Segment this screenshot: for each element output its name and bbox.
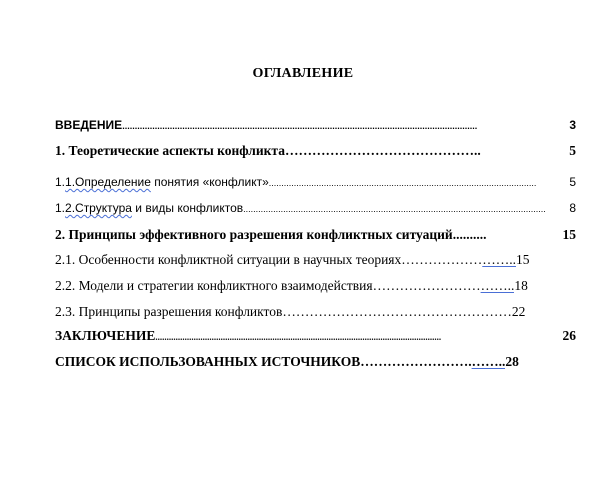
toc-entry-label: ЗАКЛЮЧЕНИЕ bbox=[55, 328, 156, 343]
toc-entry-label: 1.2.Структура и виды конфликтов bbox=[55, 201, 244, 215]
toc-entry-leader: …………………….. bbox=[401, 252, 517, 267]
toc-entry-chapter-2[interactable] bbox=[55, 227, 576, 247]
toc-entry-section-1-2[interactable] bbox=[55, 201, 576, 221]
toc-entry-introduction[interactable] bbox=[55, 118, 576, 138]
toc-entry-page: 3 bbox=[569, 118, 576, 132]
toc-entry-leader: .......... bbox=[452, 227, 487, 242]
toc-entry-section-1-1[interactable] bbox=[55, 175, 576, 195]
spellcheck-underline: 1.Определение bbox=[65, 175, 151, 189]
toc-entry-page: 8 bbox=[569, 201, 576, 215]
toc-entry-label: 2.1. Особенности конфликтной ситуации в научных теориях bbox=[55, 252, 402, 267]
toc-entry-section-2-2[interactable] bbox=[55, 278, 576, 298]
toc-entry-label: 1.1.Определение понятия «конфликт» bbox=[55, 175, 269, 189]
toc-entry-leader: ......................................................................................................................... bbox=[243, 204, 546, 214]
toc-entry-leader: ........................................................................................................... bbox=[268, 178, 537, 188]
toc-entry-label: ВВЕДЕНИЕ bbox=[55, 118, 123, 132]
toc-entry-leader: …………………….…….. bbox=[360, 354, 506, 369]
toc-entry-references[interactable] bbox=[55, 354, 576, 374]
toc-entry-section-2-3[interactable] bbox=[55, 304, 576, 324]
toc-entry-page: 5 bbox=[569, 143, 576, 158]
spellcheck-underline: 2.Структура bbox=[65, 201, 132, 215]
toc-entry-page: 22 bbox=[511, 304, 526, 319]
toc-entry-leader: …………………………………….. bbox=[284, 143, 481, 158]
toc-entry-conclusion[interactable] bbox=[55, 328, 576, 348]
toc-entry-page: 15 bbox=[516, 252, 530, 267]
toc-title: ОГЛАВЛЕНИЕ bbox=[252, 66, 354, 81]
toc-entry-page: 26 bbox=[562, 328, 576, 343]
toc-entry-label: 2. Принципы эффективного разрешения конфликтных ситуаций bbox=[55, 227, 453, 242]
toc-entry-leader: ............................................................................................................................... bbox=[155, 332, 442, 342]
toc-entry-leader: .............................................................................................................................................. bbox=[122, 121, 478, 131]
toc-entry-label: СПИСОК ИСПОЛЬЗОВАННЫХ ИСТОЧНИКОВ bbox=[55, 354, 361, 369]
toc-entry-page: 15 bbox=[562, 227, 576, 242]
toc-entry-section-2-1[interactable] bbox=[55, 252, 576, 272]
toc-entry-page: 18 bbox=[514, 278, 528, 293]
toc-entry-page: 5 bbox=[569, 175, 576, 189]
toc-entry-label: 2.2. Модели и стратегии конфликтного взаимодействия bbox=[55, 278, 373, 293]
toc-entry-leader: …………………………………………… bbox=[282, 304, 512, 319]
toc-entry-label: 2.3. Принципы разрешения конфликтов bbox=[55, 304, 283, 319]
toc-entry-page: 28 bbox=[505, 354, 519, 369]
toc-entry-label: 1. Теоретические аспекты конфликта bbox=[55, 143, 285, 158]
toc-entry-chapter-1[interactable] bbox=[55, 143, 576, 163]
toc-entry-leader: ………………………….. bbox=[372, 278, 515, 293]
